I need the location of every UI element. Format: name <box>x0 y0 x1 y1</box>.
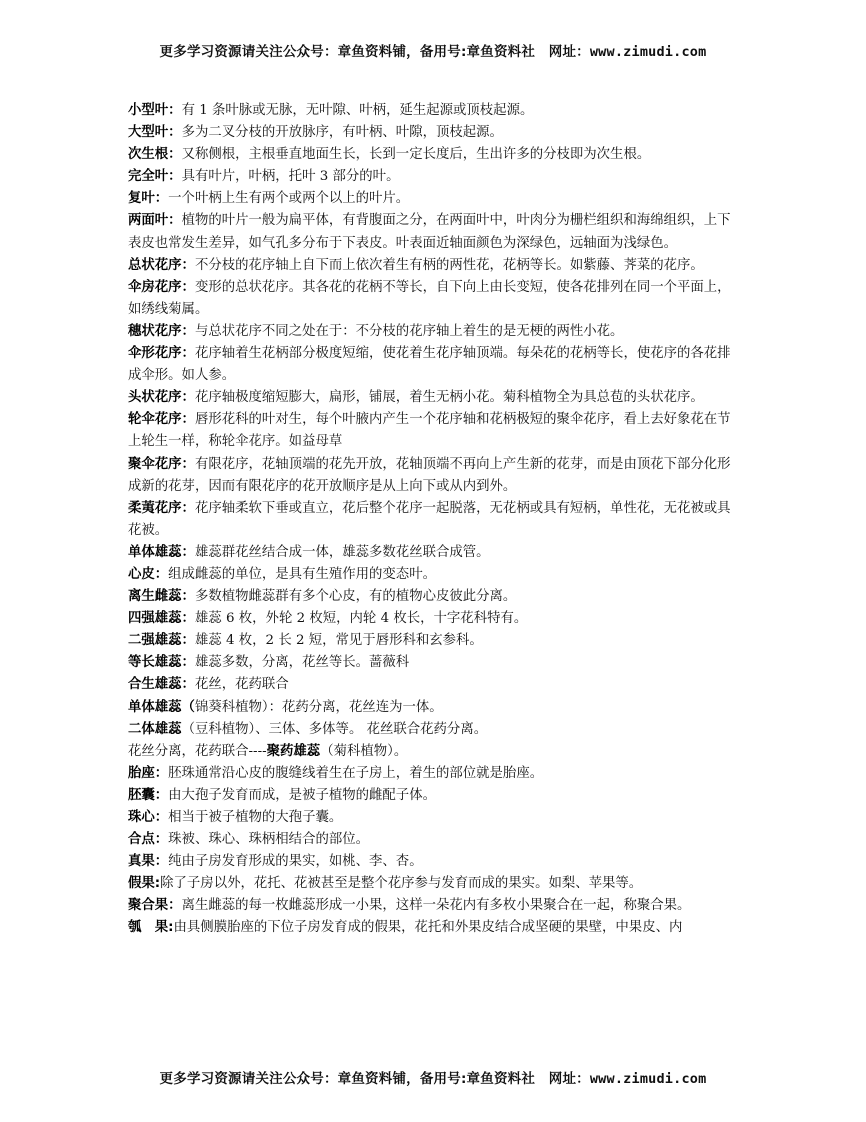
entry-definition: 除了子房以外，花托、花被甚至是整个花序参与发育而成的果实。如梨、苹果等。 <box>160 876 643 892</box>
entry-definition: （豆科植物）、三体、多体等。 花丝联合花药分离。 <box>181 721 488 737</box>
entry-term: 假果: <box>128 876 161 892</box>
glossary-entry <box>128 454 740 498</box>
entry-definition: 植物的叶片一般为扁平体，有背腹面之分，在两面叶中，叶肉分为栅栏组织和海绵组织，上下表皮也常发生差异，如气孔多分布于下表皮。叶表面近轴面颜色为深绿色，远轴面为浅绿色。 <box>128 213 731 251</box>
header-url: www.zimudi.com <box>589 44 707 60</box>
entry-term: 心皮： <box>128 566 169 582</box>
entry-definition: 花序轴柔软下垂或直立，花后整个花序一起脱落，无花柄或具有短柄，单性花，无花被或具花被。 <box>128 500 731 538</box>
glossary-entry <box>128 343 740 387</box>
entry-definition: 不分枝的花序轴上自下而上依次着生有柄的两性花，花柄等长。如紫藤、荠菜的花序。 <box>194 257 704 273</box>
glossary-entry <box>128 564 740 586</box>
entry-term: 总状花序： <box>128 257 195 273</box>
entry-term: 头状花序： <box>128 390 195 406</box>
footer-url: www.zimudi.com <box>589 1071 707 1087</box>
entry-term: 完全叶： <box>128 169 182 185</box>
glossary-entry <box>128 917 740 939</box>
entry-term: 胚囊： <box>128 787 169 803</box>
glossary-entry <box>128 807 740 829</box>
entry-definition: 多数植物雌蕊群有多个心皮，有的植物心皮彼此分离。 <box>194 589 517 605</box>
glossary-entry <box>128 122 740 144</box>
entry-definition: 一个叶柄上生有两个或两个以上的叶片。 <box>168 191 410 207</box>
glossary-entry <box>128 387 740 409</box>
page-footer <box>0 1067 866 1087</box>
entry-definition: 具有叶片，叶柄，托叶 3 部分的叶。 <box>181 169 400 185</box>
entry-term: 单体雄蕊： <box>128 544 195 560</box>
entry-term: 柔荑花序： <box>128 500 195 516</box>
glossary-entry <box>128 210 740 254</box>
glossary-entry <box>128 498 740 542</box>
entry-term: 两面叶： <box>128 213 182 229</box>
entry-term: 合生雄蕊： <box>128 677 195 693</box>
entry-definition: 花丝，花药联合 <box>194 677 289 693</box>
glossary-entry <box>128 851 740 873</box>
entry-definition: 胚珠通常沿心皮的腹缝线着生在子房上，着生的部位就是胎座。 <box>168 765 544 781</box>
entry-term: 轮伞花序： <box>128 412 195 428</box>
entry-term: 二体雄蕊 <box>128 721 182 737</box>
entry-definition: 花序轴着生花柄部分极度短缩，使花着生花序轴顶端。每朵花的花柄等长，使花序的各花排成伞形。如人参。 <box>128 346 731 384</box>
glossary-entry <box>128 719 740 741</box>
entry-definition: 又称侧根，主根垂直地面生长，长到一定长度后，生出许多的分枝即为次生根。 <box>181 147 651 163</box>
entry-term: 瓠 果: <box>128 920 174 936</box>
glossary-entry <box>128 674 740 696</box>
glossary-entry <box>128 829 740 851</box>
glossary-entry <box>128 255 740 277</box>
glossary-entry <box>128 277 740 321</box>
entry-term: 胎座： <box>128 765 169 781</box>
glossary-entry <box>128 586 740 608</box>
entry-definition: 与总状花序不同之处在于：不分枝的花序轴上着生的是无梗的两性小花。 <box>194 323 624 339</box>
entry-definition: 变形的总状花序。其各花的花柄不等长，自下向上由长变短，使各花排列在同一个平面上，如绣线菊属。 <box>128 279 731 317</box>
entry-term: 等长雄蕊： <box>128 655 195 671</box>
entry-term: 真果： <box>128 854 169 870</box>
entry-definition: 由大孢子发育而成，是被子植物的雌配子体。 <box>168 787 436 803</box>
entry-term: 伞房花序： <box>128 279 195 295</box>
glossary-entry <box>128 409 740 453</box>
glossary-entry <box>128 630 740 652</box>
entry-term: 聚伞花序： <box>128 456 195 472</box>
entry-definition: 多为二叉分枝的开放脉序，有叶柄、叶隙，顶枝起源。 <box>181 125 503 141</box>
entry-definition: 相当于被子植物的大孢子囊。 <box>168 810 343 825</box>
glossary-entry <box>128 697 740 719</box>
entry-term: 四强雄蕊： <box>128 611 195 627</box>
glossary-entry <box>128 608 740 630</box>
entry-definition: 有限花序，花轴顶端的花先开放，花轴顶端不再向上产生新的花芽，而是由顶花下部分化形成新的花芽，因而有限花序的花开放顺序是从上向下或从内到外。 <box>128 456 731 494</box>
glossary-entry <box>128 741 740 763</box>
entry-definition: 花序轴极度缩短膨大，扁形，铺展，着生无柄小花。菊科植物全为具总苞的头状花序。 <box>194 390 704 406</box>
entry-term-secondary: 聚药雄蕊 <box>266 743 321 759</box>
glossary-content <box>128 100 740 940</box>
entry-term: 二强雄蕊： <box>128 633 195 649</box>
glossary-entry <box>128 542 740 564</box>
entry-definition: 雄蕊 6 枚，外轮 2 枚短，内轮 4 枚长，十字花科特有。 <box>194 611 528 627</box>
entry-term: 合点： <box>128 832 169 848</box>
entry-definition: 有 1 条叶脉或无脉，无叶隙、叶柄，延生起源或顶枝起源。 <box>181 103 534 118</box>
glossary-entry <box>128 188 740 210</box>
glossary-entry <box>128 144 740 166</box>
glossary-entry <box>128 321 740 343</box>
entry-definition: 雄蕊 4 枚，2 长 2 短，常见于唇形科和玄参科。 <box>194 633 483 649</box>
entry-definition: 组成雌蕊的单位，是具有生殖作用的变态叶。 <box>168 566 436 582</box>
entry-definition: 花丝分离，花药联合---- <box>128 743 267 759</box>
entry-term: 复叶： <box>128 191 169 207</box>
glossary-entry <box>128 100 740 122</box>
glossary-entry <box>128 166 740 188</box>
entry-definition: 雄蕊多数，分离，花丝等长。蔷薇科 <box>194 655 410 671</box>
entry-definition: 锦葵科植物）：花药分离，花丝连为一体。 <box>194 699 443 715</box>
entry-definition: 珠被、珠心、珠柄相结合的部位。 <box>168 832 370 848</box>
entry-term: 聚合果： <box>128 898 182 914</box>
entry-definition: 唇形花科的叶对生，每个叶腋内产生一个花序轴和花柄极短的聚伞花序，看上去好象花在节上轮生一样，称轮伞花序。如益母草 <box>128 412 731 450</box>
entry-definition: 由具侧膜胎座的下位子房发育成的假果，花托和外果皮结合成坚硬的果壁，中果皮、内 <box>173 920 683 936</box>
page-header <box>0 40 866 60</box>
entry-term: 大型叶： <box>128 125 182 141</box>
glossary-entry <box>128 652 740 674</box>
glossary-entry <box>128 763 740 785</box>
entry-definition: 雄蕊群花丝结合成一体，雄蕊多数花丝联合成管。 <box>194 544 490 560</box>
entry-definition: 纯由子房发育形成的果实，如桃、李、杏。 <box>168 854 423 870</box>
glossary-entry <box>128 785 740 807</box>
entry-definition-secondary: （菊科植物）。 <box>320 743 408 759</box>
entry-term: 小型叶： <box>128 103 182 118</box>
entry-term: 单体雄蕊（ <box>128 699 195 715</box>
glossary-entry <box>128 895 740 917</box>
glossary-entry <box>128 873 740 895</box>
entry-term: 伞形花序： <box>128 346 195 362</box>
footer-text: 更多学习资源请关注公众号：章鱼资料铺，备用号:章鱼资料社 网址： <box>159 1071 590 1087</box>
entry-term: 次生根： <box>128 147 182 163</box>
entry-definition: 离生雌蕊的每一枚雌蕊形成一小果，这样一朵花内有多枚小果聚合在一起，称聚合果。 <box>181 898 691 914</box>
header-text: 更多学习资源请关注公众号：章鱼资料铺，备用号:章鱼资料社 网址： <box>159 44 590 60</box>
entry-term: 珠心： <box>128 810 169 825</box>
entry-term: 穗状花序： <box>128 323 195 339</box>
entry-term: 离生雌蕊： <box>128 589 195 605</box>
